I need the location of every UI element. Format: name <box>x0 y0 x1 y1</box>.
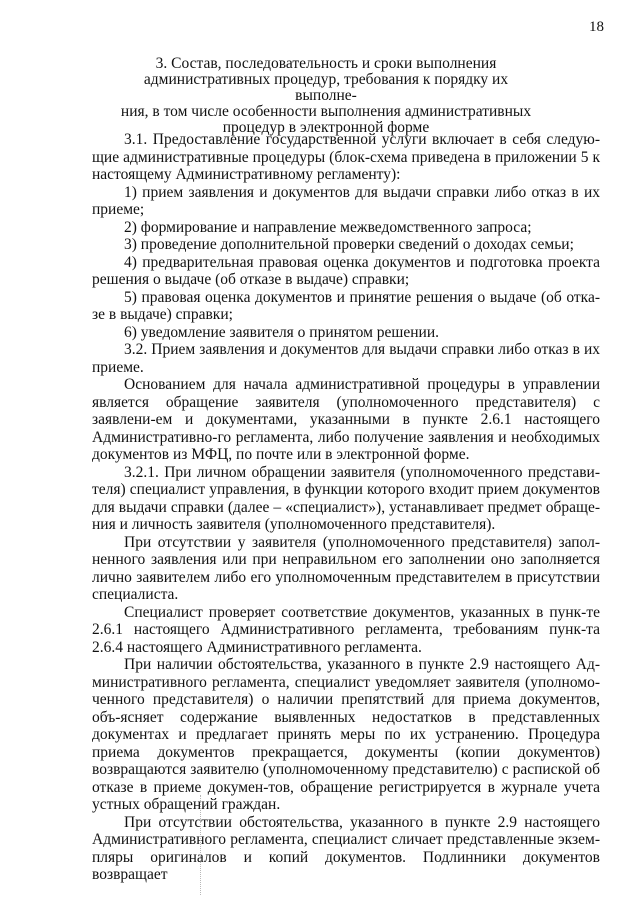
scan-artifact-line <box>200 795 201 895</box>
list-item-4: 4) предварительная правовая оценка документов и подготовка проекта решения о выдаче (об отказе в выдаче) справки; <box>92 253 600 288</box>
paragraph-obstacles-absent: При отсутствии обстоятельства, указанного в пункте 2.9 настоящего Административного регламента, специалист сличает представленные экзем-пляры оригиналов и копий документов. Подлинники документов возвращает <box>92 813 600 883</box>
paragraph-3-1: 3.1. Предоставление государственной услуги включает в себя следую-щие административные процедуры (блок-схема приведена в приложении 5 к настоящему Административному регламенту): <box>92 131 600 183</box>
list-item-5: 5) правовая оценка документов и принятие решения о выдаче (об отка-зе в выдаче) справки; <box>92 288 600 323</box>
list-item-6: 6) уведомление заявителя о принятом решении. <box>124 323 439 341</box>
paragraph-no-application: При отсутствии у заявителя (уполномоченного представителя) запол-ненного заявления или при неправильном его заполнении оно заполняется лично заявителем либо его уполномоченным представителем в присутствии специалиста. <box>92 533 600 603</box>
heading-line: ния, в том числе особенности выполнения административных <box>120 103 532 120</box>
paragraph-3-2-1: 3.2.1. При личном обращении заявителя (уполномоченного представи-теля) специалист управления, в функции которого входит прием документов для выдачи справки (далее – «специалист»), устанавливает предмет обраще-ния и личность заявителя (уполномоченного представителя). <box>92 463 600 533</box>
heading-line: процедур в электронной форме <box>222 119 430 136</box>
list-item-3: 3) проведение дополнительной проверки сведений о доходах семьи; <box>124 236 574 253</box>
heading-line: административных процедур, требования к порядку их выполне- <box>143 71 509 104</box>
page-number: 18 <box>589 19 604 35</box>
paragraph-specialist-checks: Специалист проверяет соответствие документов, указанных в пунк-те 2.6.1 настоящего Административного регламента, требованиям пунк-та 2.6.4 настоящего Административного регламента. <box>92 603 600 656</box>
list-item-1: 1) прием заявления и документов для выдачи справки либо отказ в их приеме; <box>92 183 600 218</box>
paragraph-3-2: 3.2. Прием заявления и документов для выдачи справки либо отказ в их приеме. <box>92 341 600 376</box>
section-heading <box>120 56 532 136</box>
heading-line: 3. Состав, последовательность и сроки выполнения <box>155 55 497 72</box>
paragraph-obstacles-present: При наличии обстоятельства, указанного в пункте 2.9 настоящего Ад-министративного регламента, специалист уведомляет заявителя (уполномо-ченного представителя) о наличии препятствий для приема документов, объ-ясняет содержание выявленных недостатков в представленных документах и предлагает принять меры по их устранению. Процедура приема документов прекращается, документы (копии документов) возвращаются заявителю (уполномоченному представителю) с распиской об отказе в приеме докумен-тов, обращение регистрируется в журнале учета устных обращений граждан. <box>92 656 600 813</box>
paragraph-basis: Основанием для начала административной процедуры в управлении является обращение заявителя (уполномоченного представителя) с заявлени-ем и документами, указанными в пункте 2.6.1 настоящего Административно-го регламента, либо получение заявления и необходимых документов из МФЦ, по почте или в электронной форме. <box>92 376 600 463</box>
document-body <box>92 131 600 884</box>
list-item-2: 2) формирование и направление межведомственного запроса; <box>124 218 532 236</box>
